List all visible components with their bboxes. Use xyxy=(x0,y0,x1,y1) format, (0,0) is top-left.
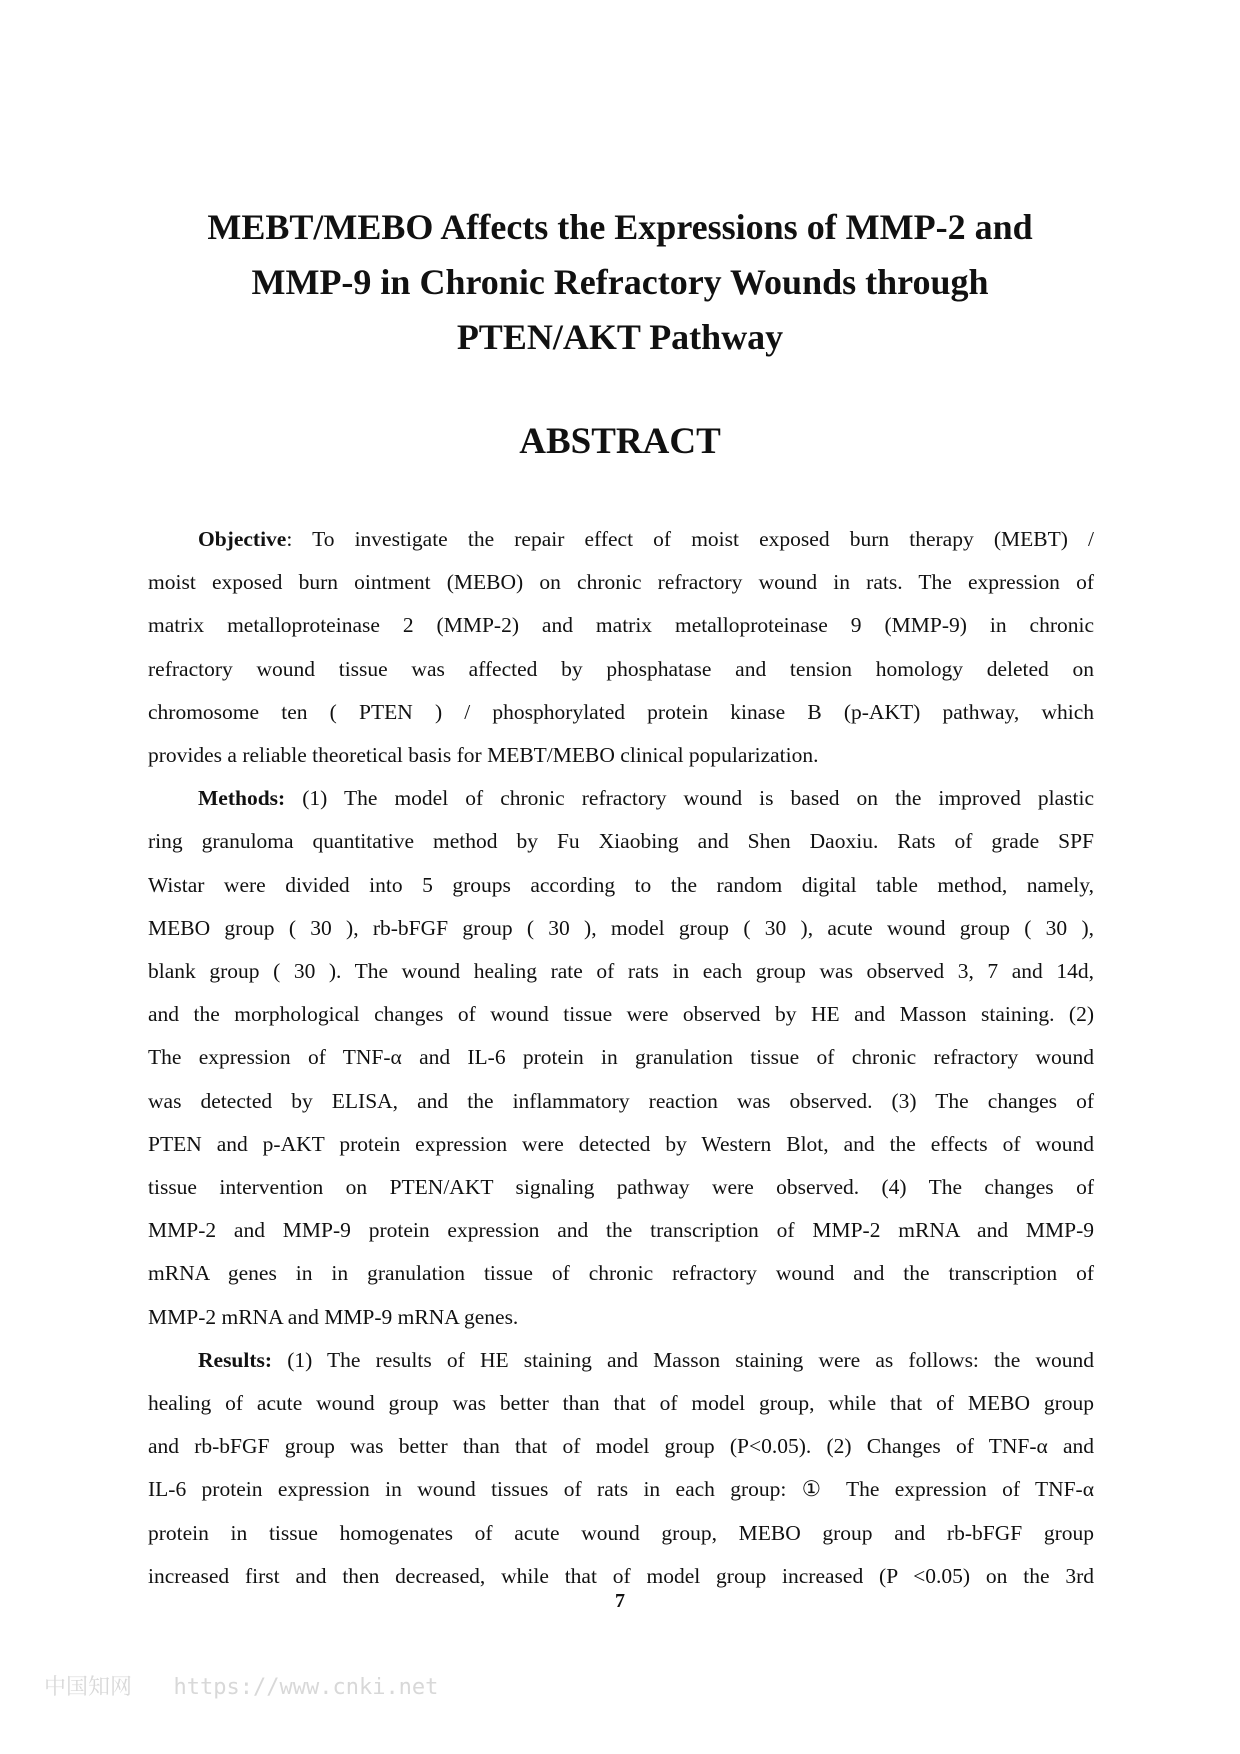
methods-line: MMP-2 and MMP-9 protein expression and the transcription of MMP-2 mRNA and MMP-9 xyxy=(148,1218,1094,1243)
watermark-logo: 中国知网 xyxy=(44,1675,133,1700)
results-line: protein in tissue homogenates of acute wound group, MEBO group and rb-bFGF group xyxy=(148,1520,1094,1545)
cnki-watermark xyxy=(44,1670,438,1701)
methods-line: and the morphological changes of wound tissue were observed by HE and Masson staining. (2) xyxy=(148,1002,1094,1027)
title-line: PTEN/AKT Pathway xyxy=(456,317,784,357)
objective-line: chromosome ten ( PTEN ) / phosphorylated protein kinase B (p-AKT) pathway, which xyxy=(148,699,1094,724)
methods-line: Wistar were divided into 5 groups according to the random digital table method, namely, xyxy=(148,872,1094,897)
objective-line: Objective: To investigate the repair effect of moist exposed burn therapy (MEBT) / xyxy=(198,527,1094,551)
methods-line: MEBO group ( 30 ), rb-bFGF group ( 30 ), model group ( 30 ), acute wound group ( 30 ), xyxy=(148,915,1094,940)
results-line: Results: (1) The results of HE staining and Masson staining were as follows: the wound xyxy=(198,1347,1094,1372)
methods-line: ring granuloma quantitative method by Fu Xiaobing and Shen Daoxiu. Rats of grade SPF xyxy=(148,829,1094,854)
objective-line: moist exposed burn ointment (MEBO) on chronic refractory wound in rats. The expression of xyxy=(148,570,1094,595)
objective-line: provides a reliable theoretical basis for MEBT/MEBO clinical popularization. xyxy=(148,743,819,768)
results-line: increased first and then decreased, while that of model group increased (P <0.05) on the 3rd xyxy=(148,1563,1094,1588)
methods-line: Methods: (1) The model of chronic refractory wound is based on the improved plastic xyxy=(198,786,1094,811)
abstract-body xyxy=(148,518,1094,1598)
title-line: MMP-9 in Chronic Refractory Wounds through xyxy=(251,262,989,302)
methods-label: Methods: xyxy=(198,786,286,811)
watermark-url: https://www.cnki.net xyxy=(173,1675,439,1700)
results-line: healing of acute wound group was better than that of model group, while that of MEBO group xyxy=(148,1391,1094,1416)
results-line: and rb-bFGF group was better than that of model group (P<0.05). (2) Changes of TNF-α and xyxy=(148,1434,1094,1459)
methods-line: was detected by ELISA, and the inflammatory reaction was observed. (3) The changes of xyxy=(148,1088,1094,1113)
results-line: IL-6 protein expression in wound tissues of rats in each group: ① The expression of TNF-α xyxy=(148,1477,1094,1502)
results-label: Results: xyxy=(198,1347,273,1372)
methods-line: The expression of TNF-α and IL-6 protein in granulation tissue of chronic refractory wound xyxy=(148,1045,1094,1070)
methods-line: MMP-2 mRNA and MMP-9 mRNA genes. xyxy=(148,1304,519,1329)
methods-line: blank group ( 30 ). The wound healing rate of rats in each group was observed 3, 7 and 14d, xyxy=(148,959,1094,984)
page-number: 7 xyxy=(615,1590,625,1612)
methods-line: mRNA genes in in granulation tissue of chronic refractory wound and the transcription of xyxy=(148,1261,1094,1286)
methods-line: tissue intervention on PTEN/AKT signaling pathway were observed. (4) The changes of xyxy=(148,1175,1094,1200)
methods-line: PTEN and p-AKT protein expression were detected by Western Blot, and the effects of wound xyxy=(148,1131,1094,1156)
title-line: MEBT/MEBO Affects the Expressions of MMP-2 and xyxy=(207,207,1033,247)
objective-line: refractory wound tissue was affected by phosphatase and tension homology deleted on xyxy=(148,656,1094,681)
objective-label: Objective xyxy=(198,527,287,551)
objective-line: matrix metalloproteinase 2 (MMP-2) and matrix metalloproteinase 9 (MMP-9) in chronic xyxy=(148,613,1094,638)
abstract-heading: ABSTRACT xyxy=(519,421,721,462)
paper-title xyxy=(150,200,1090,365)
